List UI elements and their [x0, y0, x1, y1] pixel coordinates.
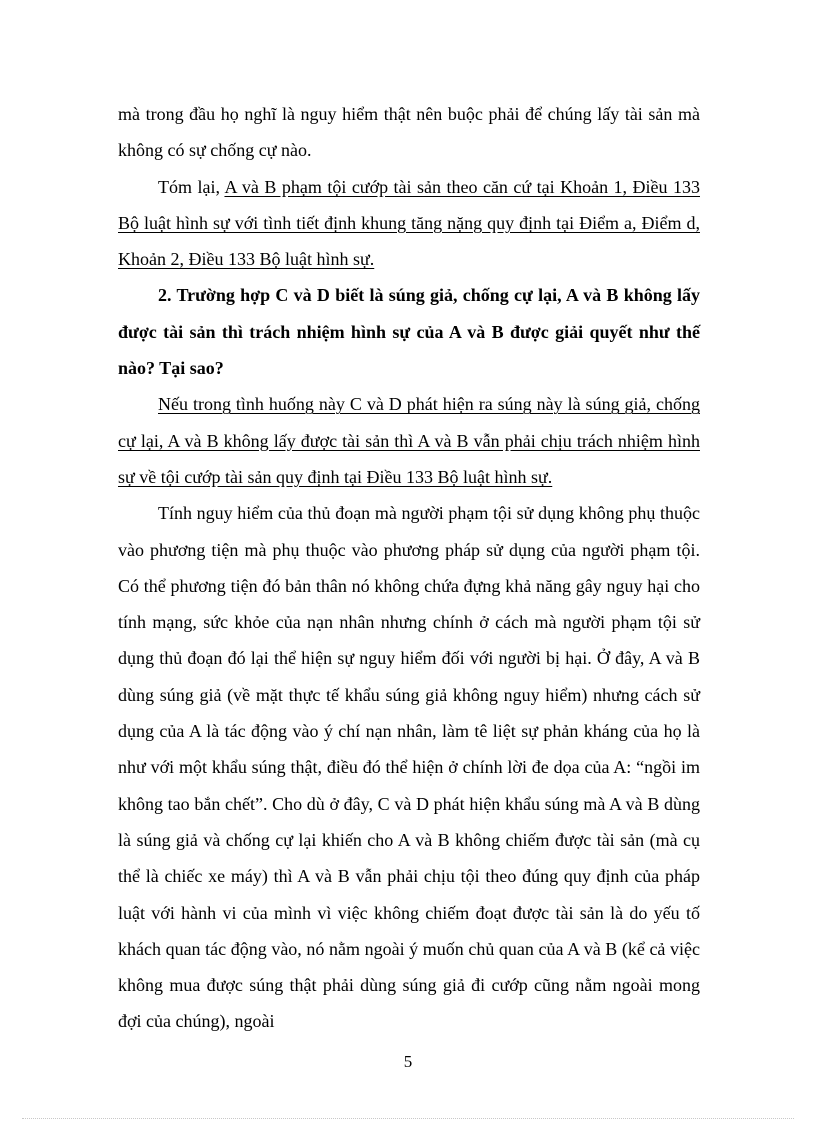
paragraph-lead-text: Tóm lại,	[158, 176, 225, 197]
page-number: 5	[403, 1052, 413, 1071]
question-heading-text: 2. Trường hợp C và D biết là súng giả, chống cự lại, A và B không lấy được tài sản thì trách nhiệm hình sự của A và B được giải quyết như thế nào? Tại sao?	[118, 285, 700, 379]
paragraph-text: Tính nguy hiểm của thủ đoạn mà người phạm tội sử dụng không phụ thuộc vào phương tiện mà phụ thuộc vào phương pháp sử dụng của người phạm tội. Có thể phương tiện đó bản thân nó không chứa đựng khả năng gây nguy hại cho tính mạng, sức khỏe của nạn nhân nhưng chính ở cách mà người phạm tội sử dụng thủ đoạn đó lại thể hiện sự nguy hiểm đối với người bị hại. Ở đây, A và B dùng súng giả (về mặt thực tế khẩu súng giả không nguy hiểm) nhưng cách sử dụng của A là tác động vào ý chí nạn nhân, làm tê liệt sự phản kháng của họ là như với một khẩu súng thật, điều đó thể hiện ở chính lời đe dọa của A: “ngồi im không tao bắn chết”. Cho dù ở đây, C và D phát hiện khẩu súng mà A và B dùng là súng giả và chống cự lại khiến cho A và B không chiếm được tài sản (mà cụ thể là chiếc xe máy) thì A và B vẫn phải chịu tội theo đúng quy định của pháp luật với hành vi của mình vì việc không chiếm đoạt được tài sản là do yếu tố khách quan tác động vào, nó nằm ngoài ý muốn chủ quan của A và B (kể cả việc không mua được súng thật phải dùng súng giả đi cướp cũng nằm ngoài mong đợi của chúng), ngoài	[118, 503, 700, 1032]
paragraph-text: mà trong đầu họ nghĩ là nguy hiểm thật nên buộc phải để chúng lấy tài sản mà không có sự chống cự nào.	[118, 104, 700, 161]
question-heading	[118, 277, 700, 386]
document-page	[118, 96, 700, 1040]
page-bottom-border	[22, 1118, 794, 1119]
paragraph-continuation	[118, 96, 700, 169]
paragraph-answer	[118, 386, 700, 495]
paragraph-analysis	[118, 495, 700, 1039]
paragraph-underlined-text: A và B phạm tội cướp tài sản theo căn cứ tại Khoản 1, Điều 133 Bộ luật hình sự với tình tiết định khung tăng nặng quy định tại Điểm a, Điểm d, Khoản 2, Điều 133 Bộ luật hình sự.	[118, 176, 700, 270]
paragraph-underlined-text: Nếu trong tình huống này C và D phát hiện ra súng này là súng giả, chống cự lại, A và B không lấy được tài sản thì A và B vẫn phải chịu trách nhiệm hình sự về tội cướp tài sản quy định tại Điều 133 Bộ luật hình sự.	[118, 394, 700, 487]
paragraph-conclusion	[118, 169, 700, 278]
